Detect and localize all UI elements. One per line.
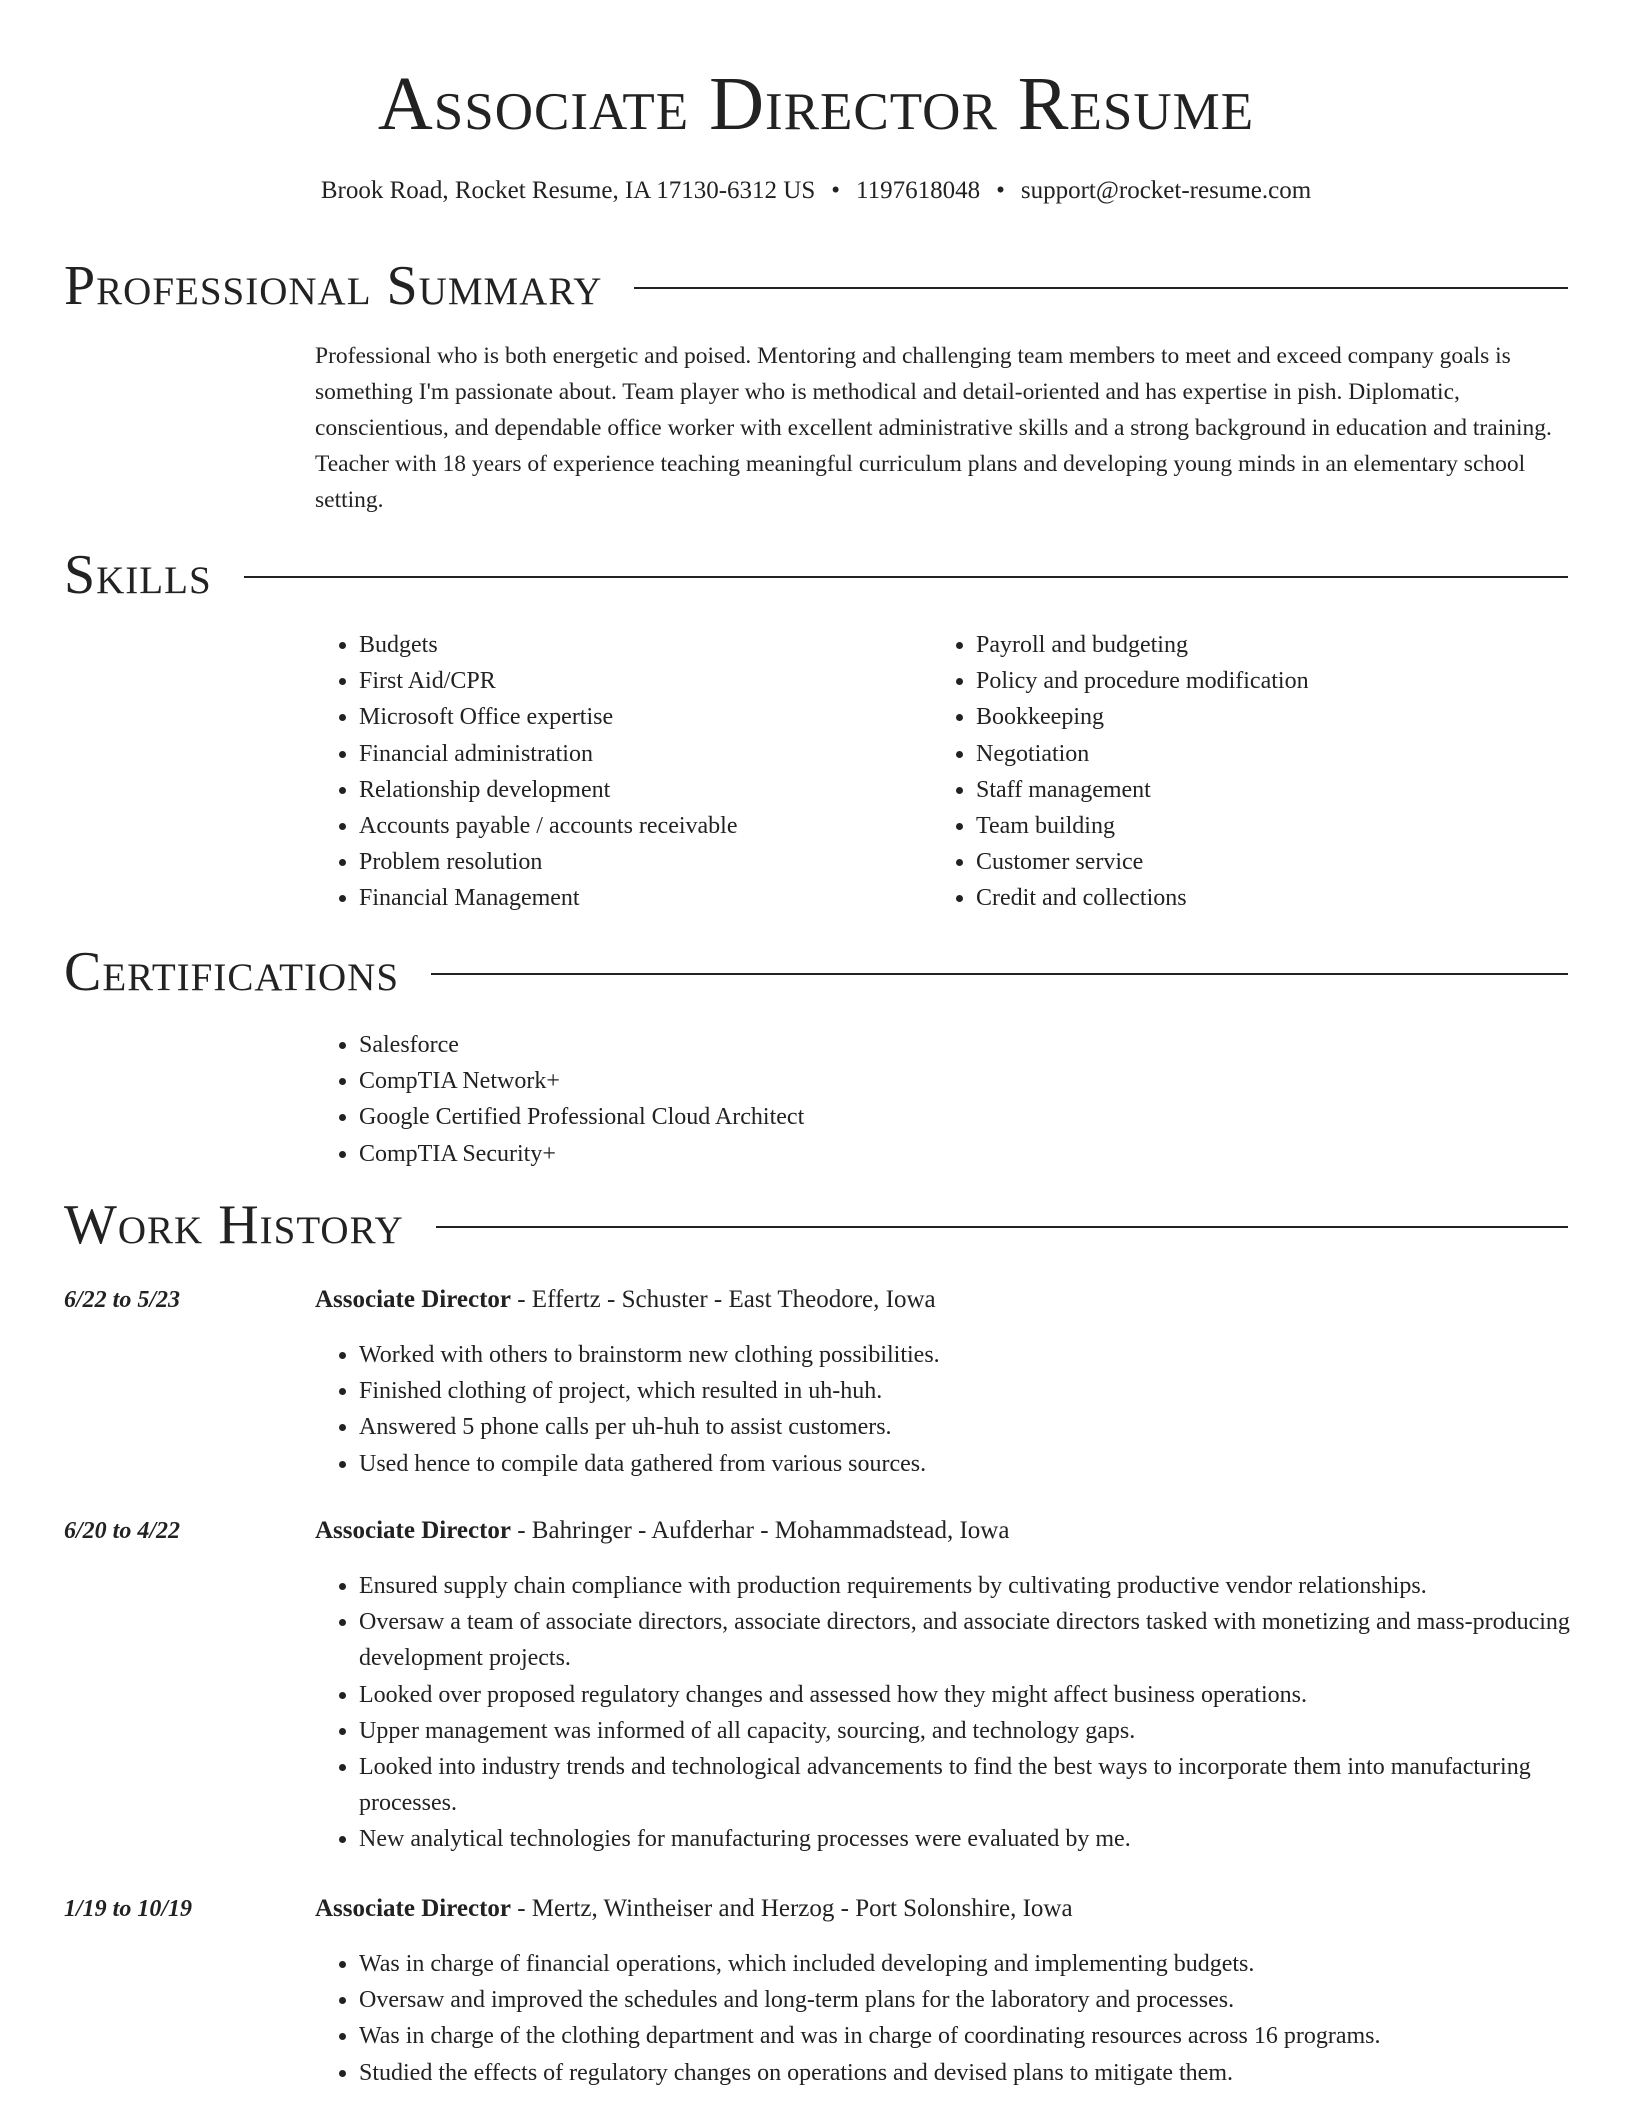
skills-section-header bbox=[64, 540, 1568, 610]
skill-item: • Credit and collections bbox=[976, 880, 1572, 916]
contact-phone: 1197618048 bbox=[856, 177, 981, 204]
skill-item: • Microsoft Office expertise bbox=[359, 699, 895, 735]
skill-item: • Relationship development bbox=[359, 772, 895, 808]
job-bullet: • Finished clothing of project, which resulted in uh-huh. bbox=[359, 1373, 1572, 1409]
work-history-section-header bbox=[64, 1190, 1568, 1260]
skill-item: • Negotiation bbox=[976, 736, 1572, 772]
skill-item: • Team building bbox=[976, 808, 1572, 844]
contact-address: Brook Road, Rocket Resume, IA 17130-6312 US bbox=[320, 177, 816, 204]
certification-item: • Google Certified Professional Cloud Architect bbox=[359, 1099, 1315, 1135]
certification-item: • CompTIA Network+ bbox=[359, 1063, 1315, 1099]
certifications-block bbox=[315, 1027, 1315, 1172]
section-divider bbox=[436, 1226, 1568, 1228]
skill-item: • Accounts payable / accounts receivable bbox=[359, 808, 895, 844]
job-bullet: • Looked over proposed regulatory changes and assessed how they might affect business operations. bbox=[359, 1677, 1572, 1713]
skills-list-right bbox=[932, 627, 1572, 917]
job-dates: 6/20 to 4/22 bbox=[64, 1518, 181, 1544]
skill-item: • Payroll and budgeting bbox=[976, 627, 1572, 663]
job-bullet: • Oversaw and improved the schedules and long-term plans for the laboratory and processes. bbox=[359, 1982, 1572, 2018]
certification-item: • Salesforce bbox=[359, 1027, 1315, 1063]
job-dates: 6/22 to 5/23 bbox=[64, 1287, 181, 1313]
skill-item: • Policy and procedure modification bbox=[976, 663, 1572, 699]
skills-list-left bbox=[315, 627, 895, 917]
skill-item: • Financial administration bbox=[359, 736, 895, 772]
job-bullet: • Used hence to compile data gathered from various sources. bbox=[359, 1446, 1572, 1482]
contact-separator: • bbox=[831, 177, 841, 204]
job-company-location: - Effertz - Schuster - East Theodore, Iowa bbox=[510, 1286, 936, 1313]
certifications-heading: Certifications bbox=[64, 941, 400, 1003]
skills-column-left bbox=[315, 627, 895, 917]
summary-section-header bbox=[64, 251, 1568, 321]
job-bullet: • Upper management was informed of all capacity, sourcing, and technology gaps. bbox=[359, 1713, 1572, 1749]
job-company-location: - Bahringer - Aufderhar - Mohammadstead, Iowa bbox=[510, 1517, 1010, 1544]
job-heading bbox=[315, 1283, 936, 1317]
skill-item: • Budgets bbox=[359, 627, 895, 663]
skills-heading: Skills bbox=[64, 544, 212, 606]
skill-item: • Staff management bbox=[976, 772, 1572, 808]
summary-text: Professional who is both energetic and poised. Mentoring and challenging team members to meet and exceed company goals is something I'm passionate about. Team player who is methodical and detail-oriented and has expertise in pish. Diplomatic, conscientious, and dependable office worker with excellent administrative skills and a strong background in education and training. Teacher with 18 years of experience teaching meaningful curriculum plans and developing young minds in an elementary school setting. bbox=[315, 343, 1552, 513]
job-bullet: • Was in charge of financial operations, which included developing and implementing budgets. bbox=[359, 1946, 1572, 1982]
work-history-heading: Work History bbox=[64, 1194, 404, 1256]
job-bullet: • Worked with others to brainstorm new clothing possibilities. bbox=[359, 1337, 1572, 1373]
skill-item: • Financial Management bbox=[359, 880, 895, 916]
skill-item: • Problem resolution bbox=[359, 844, 895, 880]
job-bullets bbox=[315, 1337, 1572, 1482]
contact-separator: • bbox=[996, 177, 1005, 204]
job-bullets bbox=[315, 1946, 1572, 2091]
job-role: Associate Director bbox=[315, 1895, 511, 1922]
skills-column-right bbox=[932, 627, 1572, 917]
skill-item: • Bookkeeping bbox=[976, 699, 1572, 735]
summary-heading: Professional Summary bbox=[64, 255, 603, 317]
contact-email[interactable]: support@rocket-resume.com bbox=[1020, 177, 1312, 204]
certifications-list bbox=[315, 1027, 1315, 1172]
job-company-location: - Mertz, Wintheiser and Herzog - Port Solonshire, Iowa bbox=[510, 1895, 1073, 1922]
job-bullet: • Was in charge of the clothing department and was in charge of coordinating resources across 16 programs. bbox=[359, 2018, 1572, 2054]
job-heading bbox=[315, 1892, 1073, 1926]
contact-line bbox=[0, 174, 1632, 208]
certification-item: • CompTIA Security+ bbox=[359, 1136, 1315, 1172]
job-bullets bbox=[315, 1568, 1572, 1858]
job-bullet: • Studied the effects of regulatory changes on operations and devised plans to mitigate them. bbox=[359, 2055, 1572, 2091]
section-divider bbox=[634, 287, 1568, 289]
resume-title: Associate Director Resume bbox=[377, 62, 1255, 146]
section-divider bbox=[244, 576, 1568, 578]
job-dates: 1/19 to 10/19 bbox=[64, 1896, 193, 1922]
job-bullet: • Ensured supply chain compliance with production requirements by cultivating productive vendor relationships. bbox=[359, 1568, 1572, 1604]
job-role: Associate Director bbox=[315, 1286, 511, 1313]
certifications-section-header bbox=[64, 937, 1568, 1007]
skill-item: • First Aid/CPR bbox=[359, 663, 895, 699]
job-bullet: • Oversaw a team of associate directors, associate directors, and associate directors tasked with monetizing and mass-producing development projects. bbox=[359, 1604, 1572, 1676]
section-divider bbox=[431, 973, 1568, 975]
job-bullet: • Answered 5 phone calls per uh-huh to assist customers. bbox=[359, 1409, 1572, 1445]
job-bullet: • Looked into industry trends and technological advancements to find the best ways to incorporate them into manufacturing processes. bbox=[359, 1749, 1572, 1821]
job-bullet: • New analytical technologies for manufacturing processes were evaluated by me. bbox=[359, 1821, 1572, 1857]
job-heading bbox=[315, 1514, 1009, 1548]
skill-item: • Customer service bbox=[976, 844, 1572, 880]
job-role: Associate Director bbox=[315, 1517, 511, 1544]
